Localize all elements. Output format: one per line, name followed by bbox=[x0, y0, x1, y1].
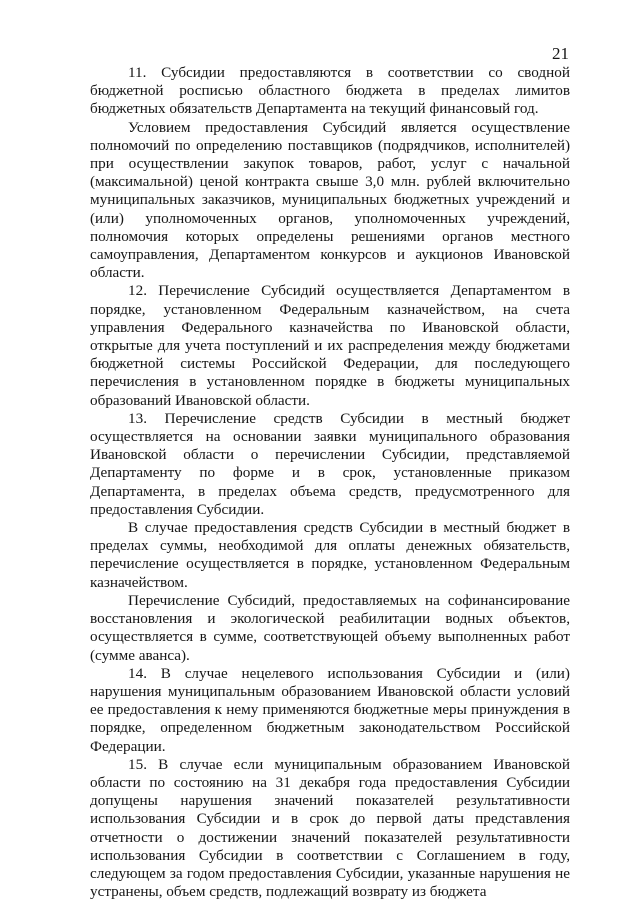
page-number: 21 bbox=[552, 44, 569, 63]
paragraph-13: 13. Перечисление средств Субсидии в местный бюджет осуществляется на основании заявки муниципального образования Ивановской области о перечислении Субсидии, представляемой Департаменту по форме и в срок, установленные приказом Департамента, в пределах объема средств, предусмотренного для предоставления Субсидии. bbox=[90, 409, 570, 518]
paragraph-11: 11. Субсидии предоставляются в соответствии со сводной бюджетной росписью областного бюджета в пределах лимитов бюджетных обязательств Департамента на текущий финансовый год. bbox=[90, 64, 570, 118]
paragraph-13-water-objects: Перечисление Субсидий, предоставляемых на софинансирование восстановления и экологической реабилитации водных объектов, осуществляется в сумме, соответствующей объему выполненных работ (сумме аванса). bbox=[90, 591, 570, 664]
paragraph-14: 14. В случае нецелевого использования Субсидии и (или) нарушения муниципальным образованием Ивановской области условий ее предоставления к нему применяются бюджетные меры принуждения в порядке, определенном бюджетным законодательством Российской Федерации. bbox=[90, 664, 570, 755]
document-body bbox=[90, 64, 570, 901]
paragraph-13-local-budget: В случае предоставления средств Субсидии в местный бюджет в пределах суммы, необходимой для оплаты денежных обязательств, перечисление осуществляется в порядке, установленном Федеральным казначейством. bbox=[90, 519, 570, 591]
paragraph-12: 12. Перечисление Субсидий осуществляется Департаментом в порядке, установленном Федеральным казначейством, на счета управления Федерального казначейства по Ивановской области, открытые для учета поступлений и их распределения между бюджетами бюджетной системы Российской Федерации, для последующего перечисления в установленном порядке в бюджеты муниципальных образований Ивановской области. bbox=[90, 282, 570, 409]
paragraph-11-condition: Условием предоставления Субсидий является осуществление полномочий по определению поставщиков (подрядчиков, исполнителей) при осуществлении закупок товаров, работ, услуг с начальной (максимальной) ценой контракта свыше 3,0 млн. рублей включительно муниципальных заказчиков, муниципальных бюджетных учреждений и (или) уполномоченных органов, уполномоченных учреждений, полномочия которых определены решениями органов местного самоуправления, Департаментом конкурсов и аукционов Ивановской области. bbox=[90, 118, 570, 282]
paragraph-15: 15. В случае если муниципальным образованием Ивановской области по состоянию на 31 декабря года предоставления Субсидии допущены нарушения значений показателей результативности использования Субсидии и в срок до первой даты представления отчетности о достижении значений показателей результативности использования Субсидии в соответствии с Соглашением в году, следующем за годом предоставления Субсидии, указанные нарушения не устранены, объем средств, подлежащий возврату из бюджета bbox=[90, 755, 570, 901]
